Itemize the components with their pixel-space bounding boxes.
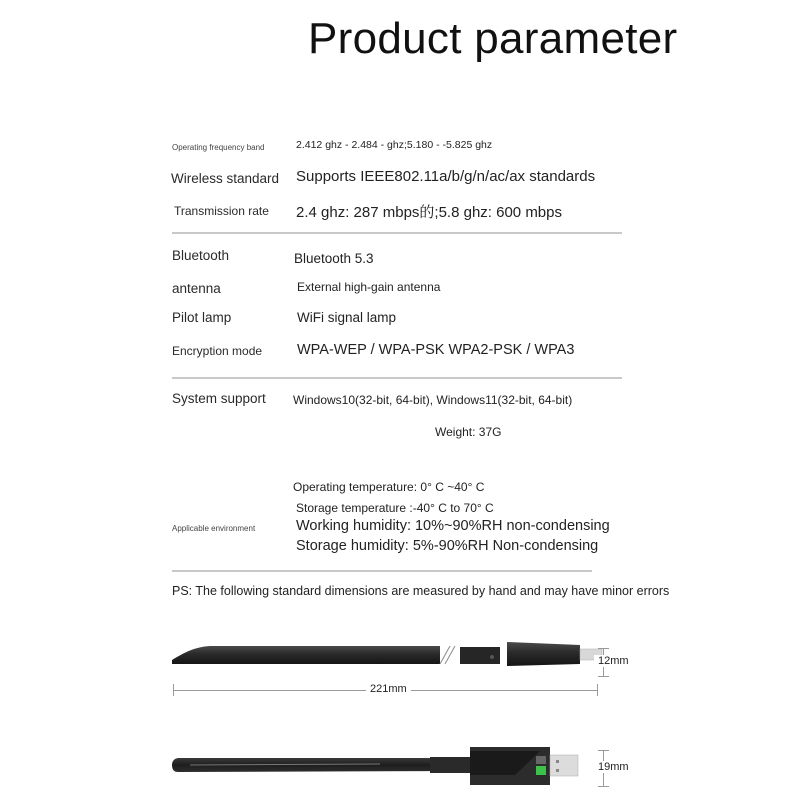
measurement-note: PS: The following standard dimensions are measured by hand and may have minor errors <box>172 584 670 598</box>
env-line-storage-humidity: Storage humidity: 5%-90%RH Non-condensing <box>296 538 599 554</box>
side-height-dimension: 12mm <box>594 655 633 667</box>
section-divider <box>172 377 622 379</box>
antenna-side-view-image <box>170 640 610 670</box>
spec-value-bluetooth: Bluetooth 5.3 <box>294 251 374 266</box>
spec-value-pilot-lamp: WiFi signal lamp <box>297 310 397 325</box>
dimension-tick <box>598 786 609 787</box>
spec-value-wireless-standard: Supports IEEE802.11a/b/g/n/ac/ax standards <box>296 168 596 185</box>
spec-label-frequency: Operating frequency band <box>172 143 265 152</box>
spec-value-frequency: 2.412 ghz - 2.484 - ghz;5.180 - -5.825 ghz <box>296 139 493 151</box>
spec-value-antenna: External high-gain antenna <box>297 280 441 294</box>
dimension-tick <box>173 684 174 696</box>
spec-label-wireless-standard: Wireless standard <box>171 171 280 186</box>
env-line-working-humidity: Working humidity: 10%~90%RH non-condensing <box>296 518 610 534</box>
spec-label-antenna: antenna <box>172 281 221 296</box>
length-dimension: 221mm <box>366 683 411 695</box>
dimension-tick <box>597 684 598 696</box>
section-divider <box>172 570 592 572</box>
page-title: Product parameter <box>308 14 678 63</box>
section-divider <box>172 232 622 234</box>
spec-label-system-support: System support <box>172 391 266 406</box>
spec-value-encryption: WPA-WEP / WPA-PSK WPA2-PSK / WPA3 <box>297 342 575 358</box>
dimension-tick <box>598 676 609 677</box>
spec-label-encryption: Encryption mode <box>172 344 263 358</box>
env-line-operating-temp: Operating temperature: 0° C ~40° C <box>293 480 485 494</box>
dimension-tick <box>598 648 609 649</box>
spec-label-environment: Applicable environment <box>172 524 256 533</box>
spec-label-pilot-lamp: Pilot lamp <box>172 310 232 325</box>
spec-value-weight: Weight: 37G <box>435 425 502 439</box>
antenna-top-view-image <box>170 745 610 795</box>
top-height-dimension: 19mm <box>594 761 633 773</box>
spec-value-system-support: Windows10(32-bit, 64-bit), Windows11(32-bit, 64-bit) <box>293 393 573 407</box>
spec-label-bluetooth: Bluetooth <box>172 248 230 263</box>
spec-value-transmission-rate: 2.4 ghz: 287 mbps的;5.8 ghz: 600 mbps <box>296 204 562 221</box>
env-line-storage-temp: Storage temperature :-40° C to 70° C <box>296 501 494 515</box>
spec-label-transmission-rate: Transmission rate <box>174 204 269 218</box>
dimension-tick <box>598 750 609 751</box>
